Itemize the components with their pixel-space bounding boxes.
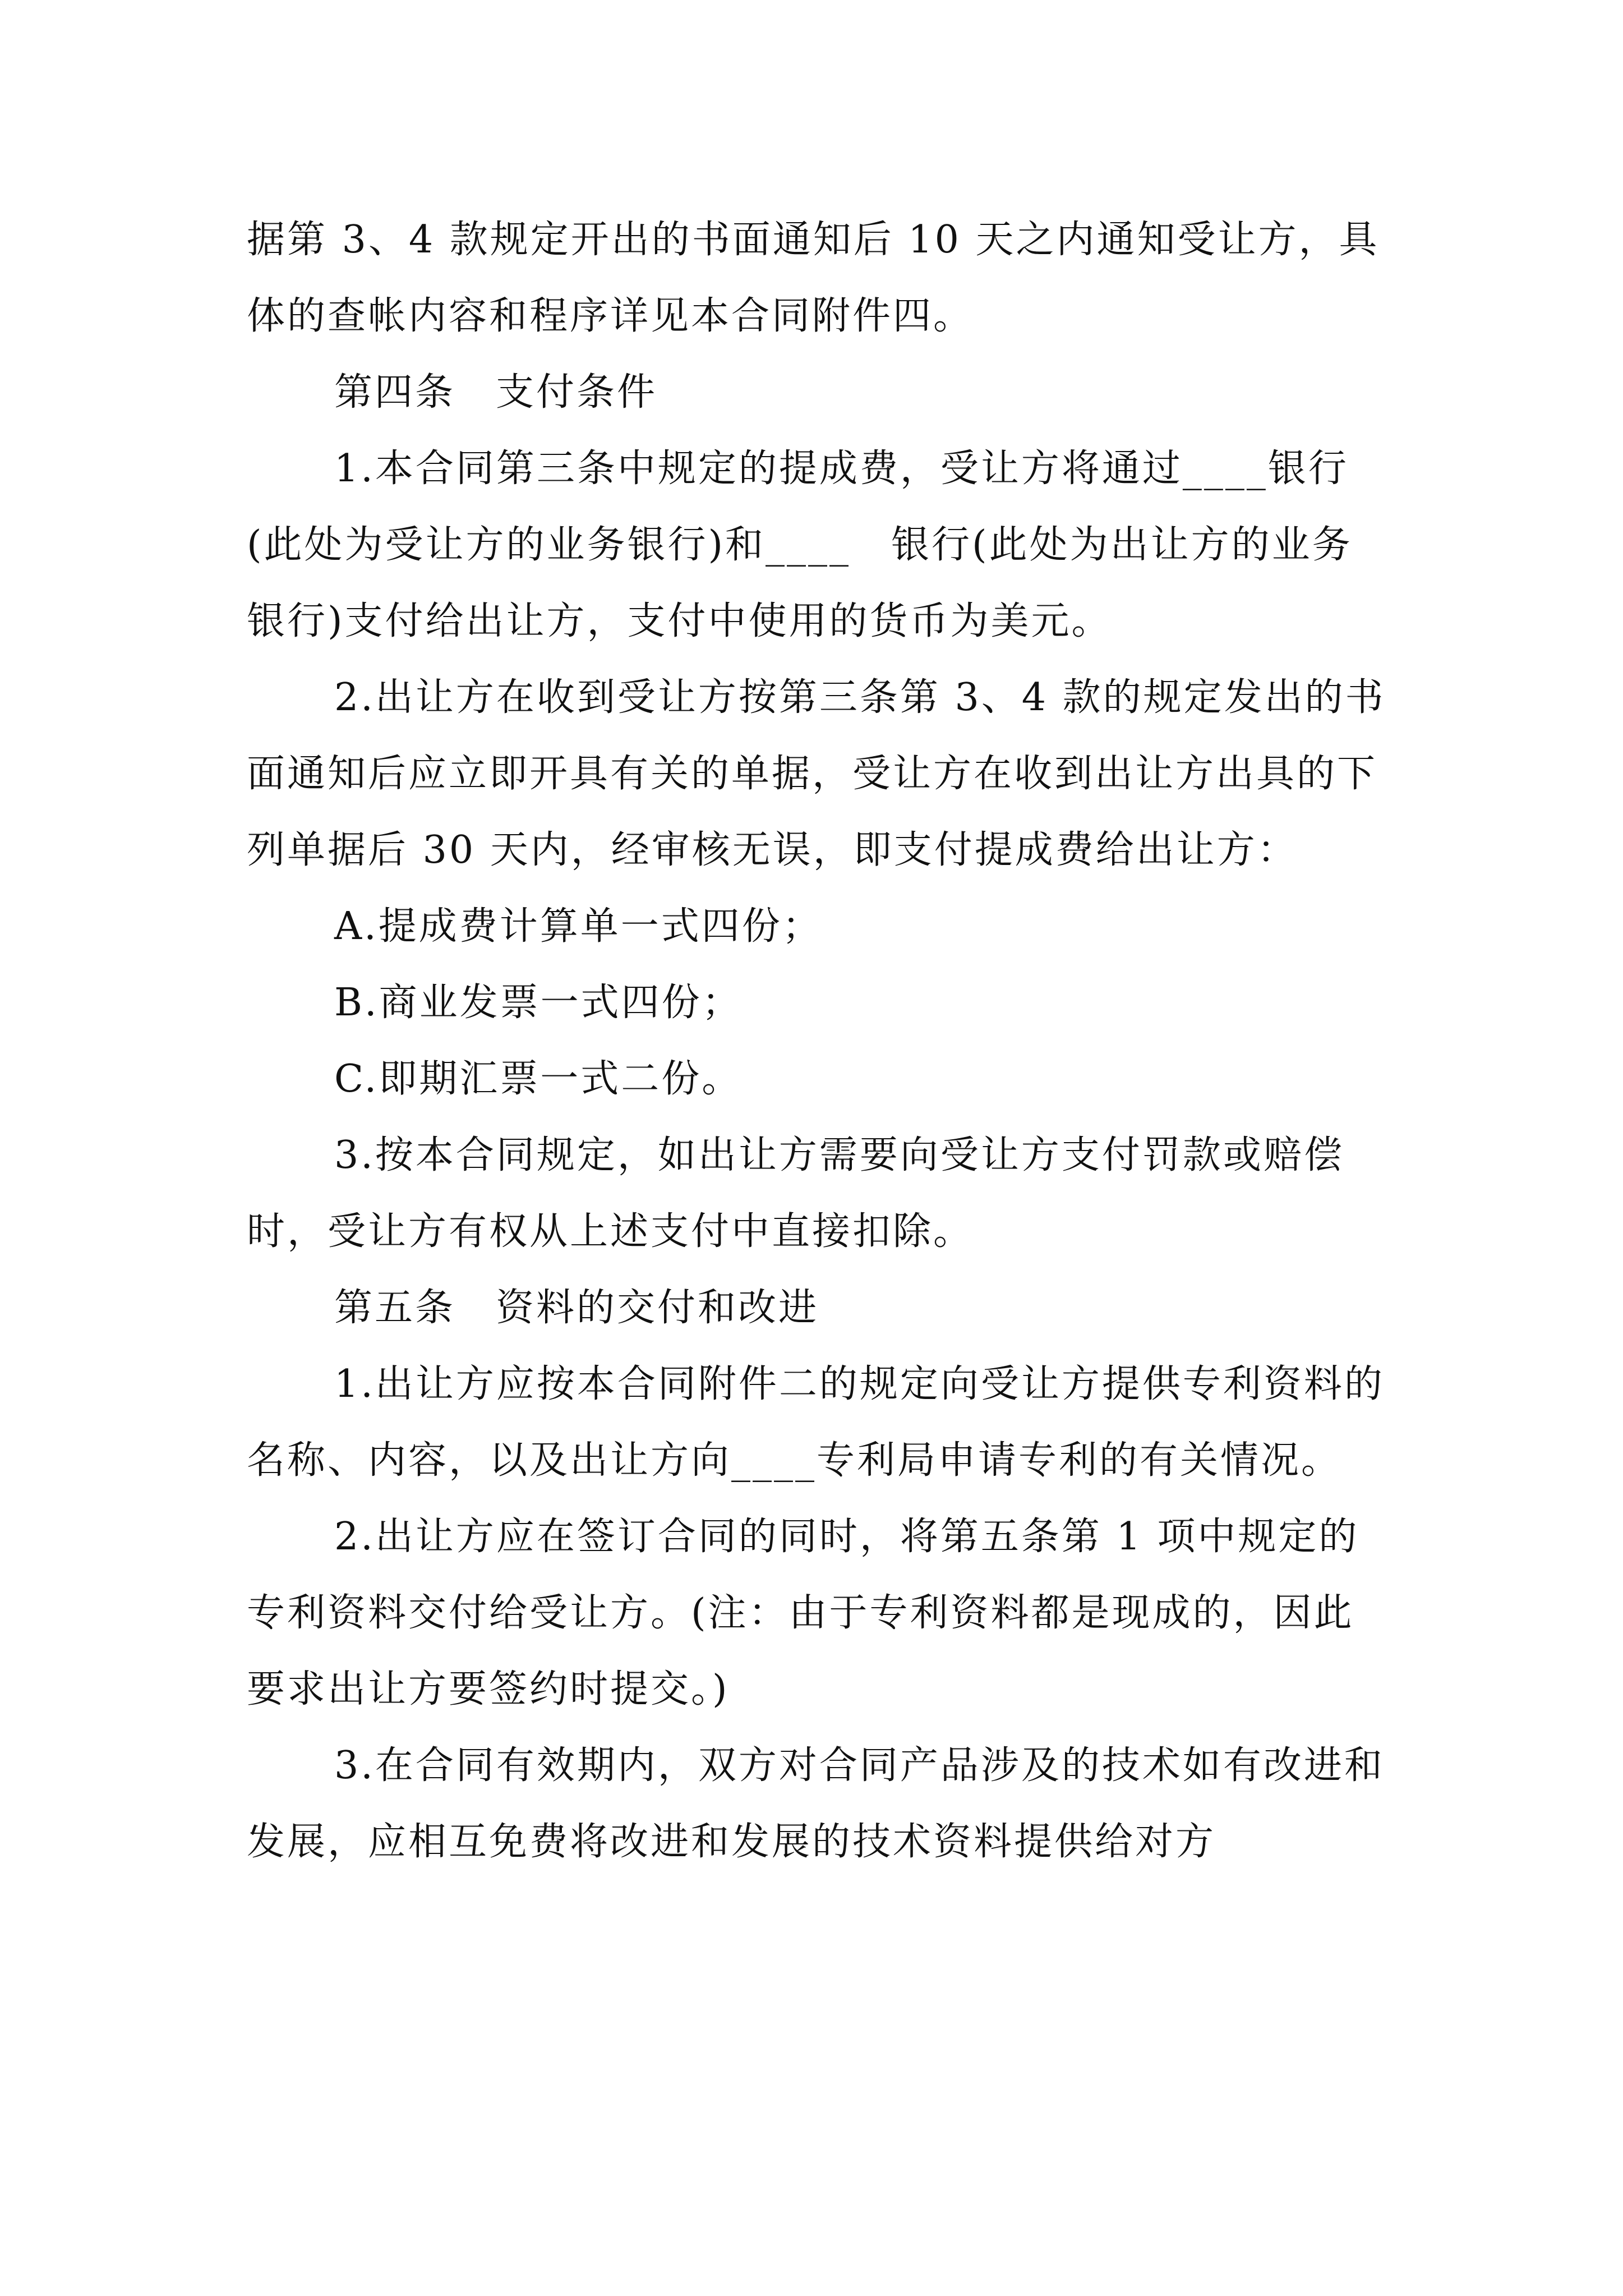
clause-4-1: 1.本合同第三条中规定的提成费，受让方将通过____银行(此处为受让方的业务银行)和____ 银行(此处为出让方的业务银行)支付给出让方，支付中使用的货币为美元。 [247,447,1353,643]
clause-4-2-b: B.商业发票一式四份； [334,981,743,1025]
clause-4-3: 3.按本合同规定，如出让方需要向受让方支付罚款或赔偿时，受让方有权从上述支付中直接扣除。 [247,1133,1344,1254]
document-body [247,202,1391,1880]
article-5-heading: 第五条 资料的交付和改进 [334,1286,819,1330]
clause-4-2: 2.出让方在收到受让方按第三条第 3、4 款的规定发出的书面通知后应立即开具有关的单据，受让方在收到出让方出具的下列单据后 30 天内，经审核无误，即支付提成费给出让方： [247,675,1386,872]
clause-4-2-a: A.提成费计算单一式四份； [334,904,823,949]
clause-5-1: 1.出让方应按本合同附件二的规定向受让方提供专利资料的名称、内容，以及出让方向____专利局申请专利的有关情况。 [247,1362,1385,1483]
article-4-heading: 第四条 支付条件 [334,370,658,415]
clause-4-2-c: C.即期汇票一式二份。 [334,1057,743,1101]
clause-5-3: 3.在合同有效期内，双方对合同产品涉及的技术如有改进和发展，应相互免费将改进和发展的技术资料提供给对方 [247,1743,1385,1864]
clause-5-2: 2.出让方应在签订合同的同时，将第五条第 1 项中规定的专利资料交付给受让方。(注：由于专利资料都是现成的，因此要求出让方要签约时提交。) [247,1515,1359,1711]
paragraph-audit-notice: 据第 3、4 款规定开出的书面通知后 10 天之内通知受让方，具体的查帐内容和程序详见本合同附件四。 [247,218,1380,338]
